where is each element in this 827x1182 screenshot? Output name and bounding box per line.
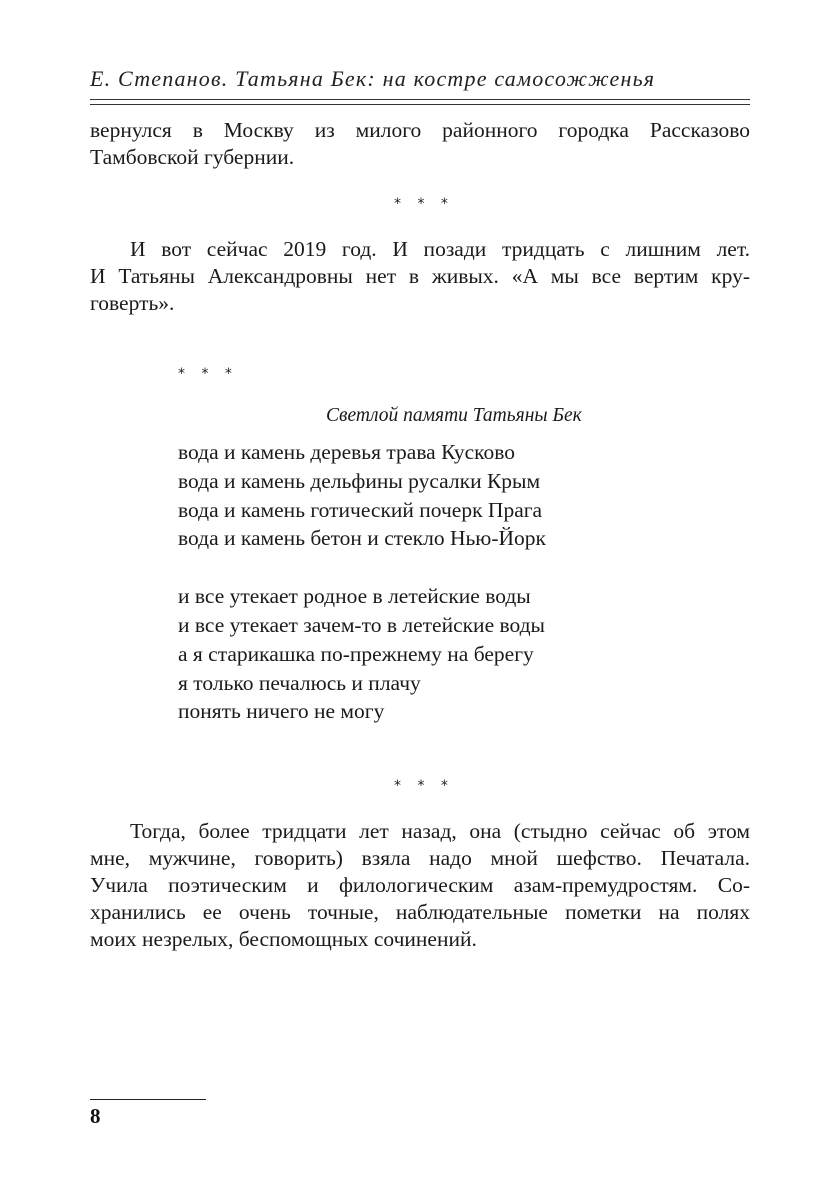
text-line: И Татьяны Александровны нет в живых. «А мы все вертим кру-: [90, 264, 750, 288]
poem-line: и все утекает зачем-то в летейские воды: [178, 612, 546, 637]
poem-line: вода и камень готический почерк Прага: [178, 497, 543, 522]
text-line: хранились ее очень точные, наблюдательные пометки на полях: [90, 900, 750, 924]
text-line: Тогда, более тридцати лет назад, она (стыдно сейчас об этом: [130, 819, 750, 843]
text-line: мне, мужчине, говорить) взяла надо мной шефство. Печатала.: [90, 846, 750, 870]
paragraph-mentorship: [90, 818, 750, 953]
paragraph-present: [90, 236, 750, 317]
poem: [178, 438, 678, 726]
section-separator: * * *: [394, 778, 454, 794]
text-line: моих незрелых, беспомощных сочинений.: [90, 927, 477, 951]
poem-stars: * * *: [178, 366, 238, 382]
poem-line: вода и камень бетон и стекло Нью-Йорк: [178, 526, 546, 551]
poem-line: я только печалюсь и плачу: [178, 670, 421, 695]
page-number: 8: [90, 1104, 101, 1128]
poem-line: а я старикашка по-прежнему на берегу: [178, 641, 534, 666]
section-separator: * * *: [394, 196, 454, 212]
text-line: И вот сейчас 2019 год. И позади тридцать с лишним лет.: [130, 237, 750, 261]
poem-line: и все утекает родное в летейские воды: [178, 584, 531, 609]
poem-line: вода и камень дельфины русалки Крым: [178, 468, 541, 493]
text-line: говерть».: [90, 291, 175, 315]
header-double-rule: [90, 99, 750, 105]
text-line: вернулся в Москву из милого районного городка Рассказово: [90, 118, 750, 142]
poem-line: понять ничего не могу: [178, 699, 385, 724]
text-line: Тамбовской губернии.: [90, 145, 295, 169]
poem-dedication: Светлой памяти Татьяны Бек: [326, 405, 582, 426]
paragraph-continuation: [90, 117, 750, 171]
poem-line: вода и камень деревья трава Кусково: [178, 440, 515, 464]
footer-rule: [90, 1099, 206, 1100]
text-line: Учила поэтическим и филологическим азам-премудростям. Со-: [90, 873, 750, 897]
running-head: Е. Степанов. Татьяна Бек: на костре самосожженья: [90, 66, 656, 91]
stanza-gap: [178, 553, 678, 582]
